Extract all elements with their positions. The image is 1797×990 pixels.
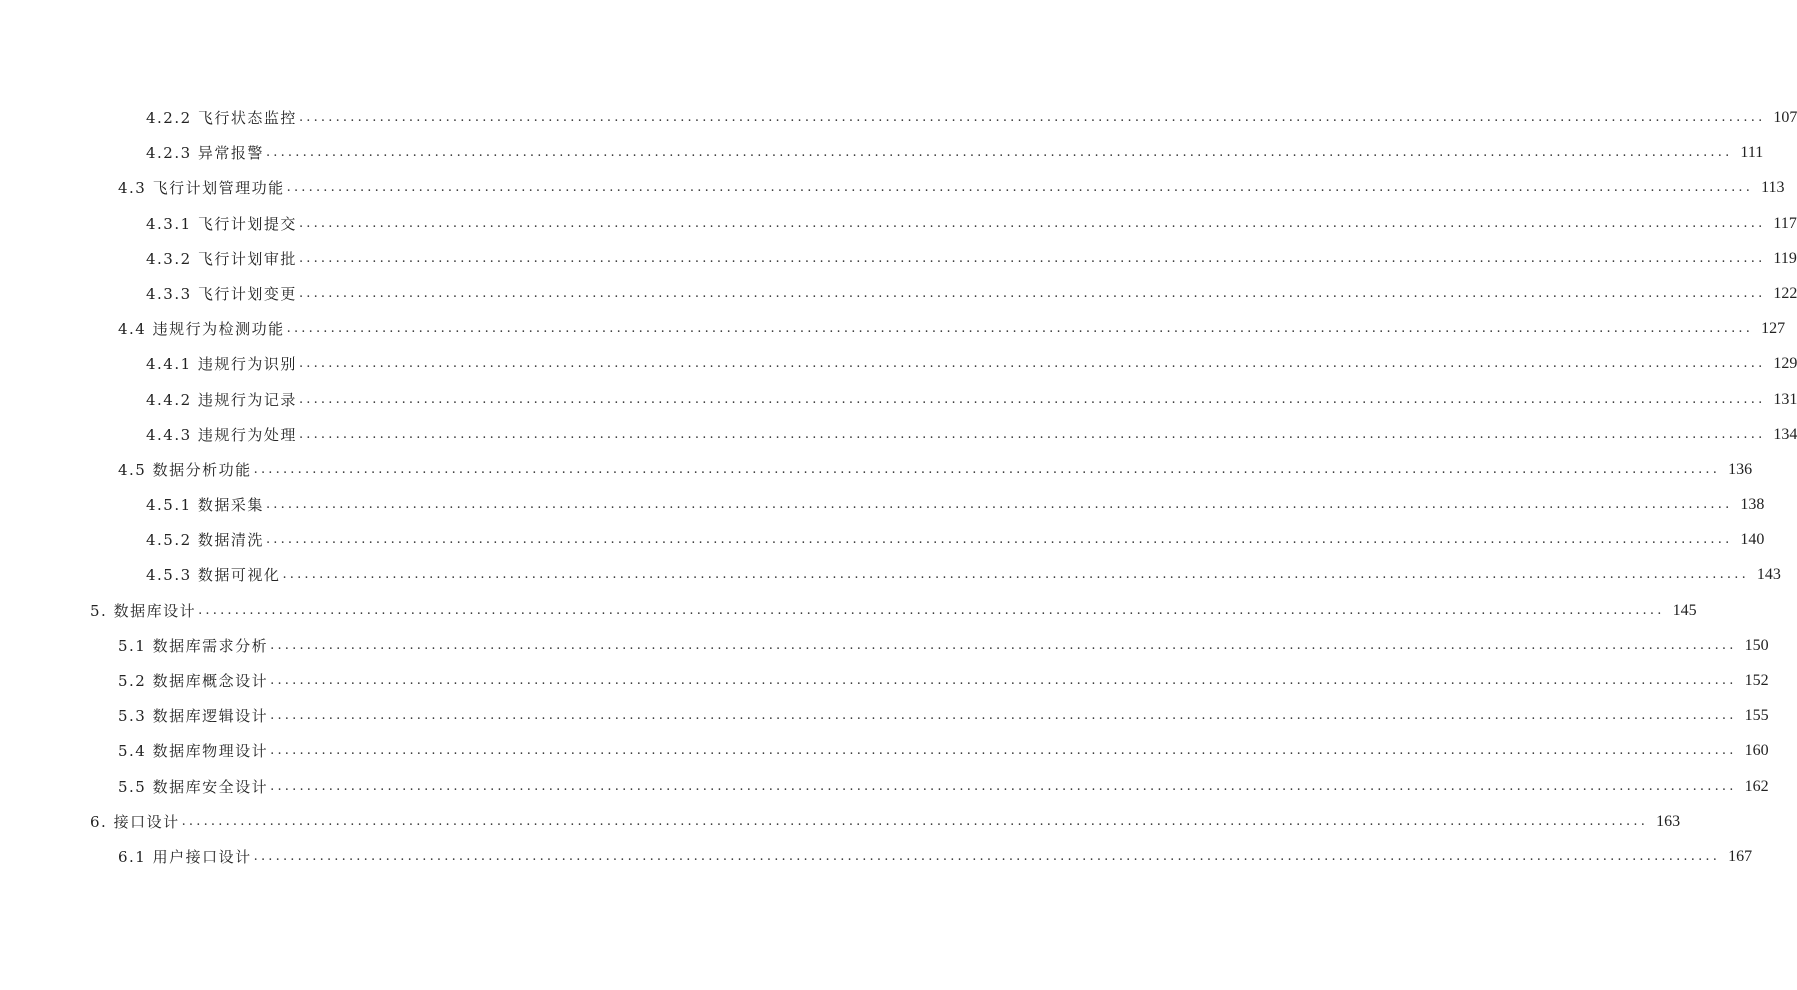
toc-entry-4-5[interactable] xyxy=(0,460,1753,495)
toc-entry-label: 5.5 数据库安全设计 xyxy=(118,777,269,796)
toc-entry-label: 4.4.1 违规行为识别 xyxy=(146,355,297,374)
toc-entry-4-3[interactable] xyxy=(0,178,1785,213)
toc-dot-leader: ........................................................................................................................................................................................................ xyxy=(265,532,1733,548)
toc-entry-label: 5.4 数据库物理设计 xyxy=(118,742,269,761)
toc-dot-leader: ........................................................................................................................................................................................................ xyxy=(298,285,1766,301)
toc-dot-leader: ........................................................................................................................................................................................................ xyxy=(282,567,1749,583)
toc-entry-label: 5.2 数据库概念设计 xyxy=(118,672,269,690)
toc-entry-4-5-1[interactable] xyxy=(0,495,1765,530)
toc-dot-leader: ........................................................................................................................................................................................................ xyxy=(286,180,1754,196)
toc-entry-5-4[interactable] xyxy=(0,741,1769,776)
toc-entry-4-5-2[interactable] xyxy=(0,530,1765,565)
toc-entry-label: 4.5.2 数据清洗 xyxy=(146,531,264,550)
toc-dot-leader: ........................................................................................................................................................................................................ xyxy=(265,145,1733,161)
toc-dot-leader: ........................................................................................................................................................................................................ xyxy=(286,321,1754,337)
toc-entry-page: 131 xyxy=(1773,390,1797,408)
toc-dot-leader: ........................................................................................................................................................................................................ xyxy=(181,813,1649,829)
toc-entry-label: 6. 接口设计 xyxy=(90,812,180,831)
toc-entry-label: 6.1 用户接口设计 xyxy=(118,847,252,866)
toc-entry-page: 150 xyxy=(1744,636,1769,654)
toc-entry-page: 143 xyxy=(1756,566,1781,584)
toc-entry-page: 107 xyxy=(1773,109,1797,126)
toc-dot-leader: ........................................................................................................................................................................................................ xyxy=(298,250,1766,266)
toc-dot-leader: ........................................................................................................................................................................................................ xyxy=(270,708,1737,724)
toc-entry-label: 5. 数据库设计 xyxy=(90,601,197,620)
toc-dot-leader: ........................................................................................................................................................................................................ xyxy=(298,110,1766,125)
toc-entry-5-3[interactable] xyxy=(0,706,1769,741)
toc-entry-page: 167 xyxy=(1728,847,1753,865)
toc-entry-label: 4.2.2 飞行状态监控 xyxy=(146,109,297,127)
toc-entry-label: 4.3.1 飞行计划提交 xyxy=(146,214,297,233)
toc-entry-page: 163 xyxy=(1656,812,1681,830)
toc-entry-label: 5.1 数据库需求分析 xyxy=(118,636,269,655)
toc-dot-leader: ........................................................................................................................................................................................................ xyxy=(298,356,1766,372)
toc-entry-page: 113 xyxy=(1761,179,1785,197)
toc-entry-page: 140 xyxy=(1740,531,1765,549)
toc-entry-label: 4.5 数据分析功能 xyxy=(118,460,252,479)
toc-entry-label: 4.4.3 违规行为处理 xyxy=(146,425,297,444)
toc-entry-page: 136 xyxy=(1728,460,1753,478)
toc-entry-6[interactable] xyxy=(0,812,1681,847)
toc-entry-label: 4.4 违规行为检测功能 xyxy=(118,320,285,339)
toc-entry-page: 119 xyxy=(1773,249,1797,267)
toc-entry-label: 4.3.3 飞行计划变更 xyxy=(146,284,297,303)
toc-entry-4-4-3[interactable] xyxy=(0,425,1797,460)
toc-entry-page: 152 xyxy=(1744,672,1769,689)
toc-entry-5-5[interactable] xyxy=(0,777,1769,812)
toc-entry-label: 4.5.3 数据可视化 xyxy=(146,566,281,585)
toc-entry-label: 4.3.2 飞行计划审批 xyxy=(146,249,297,268)
toc-entry-4-2-2[interactable] xyxy=(0,108,1797,143)
toc-entry-4-3-3[interactable] xyxy=(0,284,1797,319)
toc-dot-leader: ........................................................................................................................................................................................................ xyxy=(298,215,1766,231)
toc-dot-leader: ........................................................................................................................................................................................................ xyxy=(265,497,1733,513)
toc-entry-page: 129 xyxy=(1773,355,1797,373)
toc-entry-5-2[interactable] xyxy=(0,671,1769,706)
toc-dot-leader: ........................................................................................................................................................................................................ xyxy=(270,778,1737,794)
toc-entry-5-1[interactable] xyxy=(0,636,1769,671)
toc-entry-4-3-1[interactable] xyxy=(0,214,1797,249)
toc-entry-page: 127 xyxy=(1761,320,1786,338)
toc-entry-page: 160 xyxy=(1744,742,1769,760)
toc-entry-5[interactable] xyxy=(0,601,1697,636)
toc-entry-label: 5.3 数据库逻辑设计 xyxy=(118,707,269,726)
toc-entry-4-2-3[interactable] xyxy=(0,143,1764,178)
toc-dot-leader: ........................................................................................................................................................................................................ xyxy=(198,602,1665,618)
toc-entry-4-3-2[interactable] xyxy=(0,249,1797,284)
toc-dot-leader: ........................................................................................................................................................................................................ xyxy=(270,637,1737,653)
toc-entry-page: 122 xyxy=(1773,284,1797,302)
toc-dot-leader: ........................................................................................................................................................................................................ xyxy=(253,461,1721,477)
toc-entry-4-4-2[interactable] xyxy=(0,390,1797,425)
toc-dot-leader: ........................................................................................................................................................................................................ xyxy=(298,391,1766,407)
toc-entry-page: 162 xyxy=(1744,777,1769,795)
toc-entry-page: 155 xyxy=(1744,707,1769,725)
toc-entry-page: 111 xyxy=(1740,144,1764,162)
toc-dot-leader: ........................................................................................................................................................................................................ xyxy=(270,743,1737,759)
toc-entry-page: 134 xyxy=(1773,425,1797,443)
toc-dot-leader: ........................................................................................................................................................................................................ xyxy=(253,848,1721,864)
toc-dot-leader: ........................................................................................................................................................................................................ xyxy=(270,673,1737,688)
toc-entry-page: 117 xyxy=(1773,214,1797,232)
toc-entry-page: 138 xyxy=(1740,496,1765,514)
toc-entry-4-5-3[interactable] xyxy=(0,565,1781,600)
toc-entry-label: 4.2.3 异常报警 xyxy=(146,144,264,163)
toc-entry-4-4-1[interactable] xyxy=(0,354,1797,389)
toc-entry-page: 145 xyxy=(1672,601,1697,619)
toc-entry-label: 4.5.1 数据采集 xyxy=(146,496,264,515)
table-of-contents xyxy=(0,108,1797,882)
toc-dot-leader: ........................................................................................................................................................................................................ xyxy=(298,426,1766,442)
toc-entry-4-4[interactable] xyxy=(0,319,1786,354)
toc-entry-6-1[interactable] xyxy=(0,847,1753,882)
toc-entry-label: 4.3 飞行计划管理功能 xyxy=(118,179,285,198)
toc-entry-label: 4.4.2 违规行为记录 xyxy=(146,390,297,409)
